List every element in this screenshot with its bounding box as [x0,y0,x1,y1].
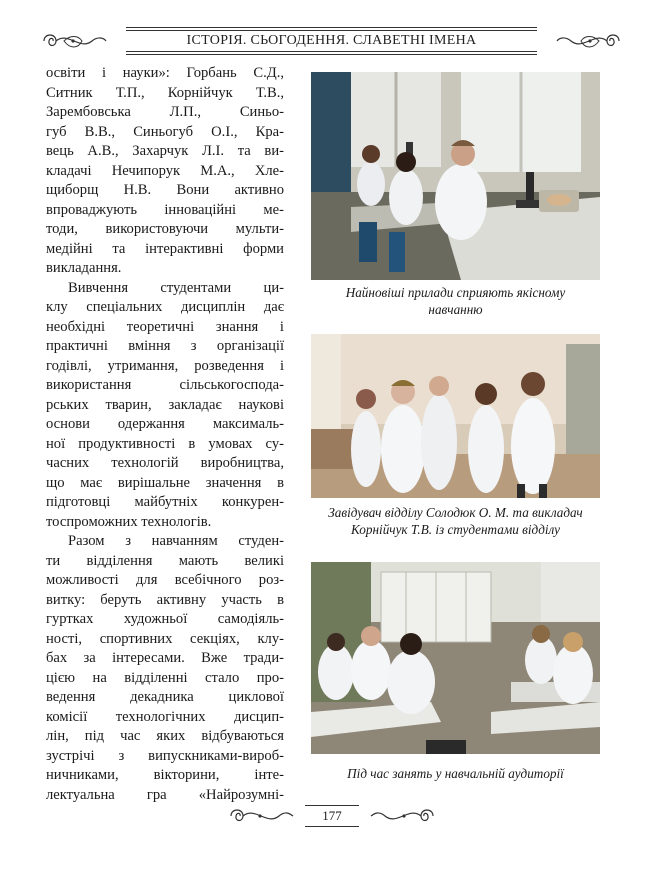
text-line: Зарембовська Л.П., Синьо- [46,104,284,120]
lab-photo [311,72,600,280]
text-line: годівлі, утримання, розведення і [46,357,284,374]
scroll-ornament-icon [369,804,437,828]
text-line: часних технологій виробництва, [46,455,284,471]
body-text-column [46,64,284,803]
text-line: необхідні теоретичні знання і [46,318,284,335]
text-line: вець А.В., Захарчук Л.І. та ви- [46,143,284,159]
header-title: ІСТОРІЯ. СЬОГОДЕННЯ. СЛАВЕТНІ ІМЕНА [186,33,477,48]
text-line: Вивчення студентами ци- [68,279,284,296]
text-line: ведення декадника циклової [46,689,284,705]
text-line: впроваджують інноваційні ме- [46,201,284,218]
text-line: тоспроможних технологів. [46,513,212,530]
text-line: гуртках художньої самодіяль- [46,611,284,627]
text-line: лектуальна гра «Найрозумні- [46,786,284,803]
text-line: рських тварин, закладає наукові [46,396,284,413]
text-line: підготовці майбутніх конкурен- [46,494,284,510]
group-photo [311,334,600,498]
text-line: кладачі Нечипорук М.А., Хле- [46,162,284,179]
header-title-box [126,27,537,55]
text-line: бах за інтересами. Вже тради- [46,650,284,666]
scroll-ornament-icon [227,804,295,828]
running-header [40,25,623,57]
page-number: 177 [305,805,359,827]
text-line: можливості для всебічного роз- [46,572,284,588]
caption-line: навчанню [428,302,483,317]
text-line: ності, спортивних секціях, клу- [46,630,284,647]
text-line: тоди, використовуючи мульти- [46,221,284,237]
figure-caption [301,765,610,782]
caption-line: Завідувач відділу Солодюк О. М. та викладач [328,505,583,520]
text-line: використання сільськогоспода- [46,377,284,393]
text-line: що має вирішальне значення в [46,474,284,491]
text-line: лін, під час яких відбуваються [46,728,284,744]
text-line: освіти і науки»: Горбань С.Д., [46,65,284,81]
text-line: ної продуктивності в умовах су- [46,435,284,452]
scroll-ornament-icon [553,29,623,53]
text-line: клу спеціальних дисциплін дає [46,299,284,315]
text-line: цією на відділенні стало про- [46,669,284,686]
scroll-ornament-icon [40,29,110,53]
text-line: Разом з навчанням студен- [68,533,284,549]
classroom-photo [311,562,600,754]
text-line: губ В.В., Синьогуб О.І., Кра- [46,123,284,140]
text-line: ничниками, вікторини, інте- [46,767,284,783]
text-line: витку: беруть активну участь в [46,591,284,608]
text-line: медійні та інтерактивні форми [46,240,284,257]
text-line: комісії технологічних дисцип- [46,708,284,725]
caption-line: Під час занять у навчальній аудиторії [347,766,564,781]
text-line: Ситник Т.П., Корнійчук Т.В., [46,84,284,101]
text-line: викладання. [46,260,122,276]
text-line: ти відділення мають великі [46,552,284,569]
page-footer [227,801,437,831]
text-line: основи одержання максималь- [46,416,284,432]
caption-line: Корнійчук Т.В. із студентами відділу [351,522,560,537]
text-line: щиборщ Н.В. Вони активно [46,182,284,198]
text-line: практичні вміння з організації [46,338,284,354]
figure-caption [301,284,610,318]
figure-caption [301,504,610,538]
caption-line: Найновіші прилади сприяють якісному [345,285,566,300]
text-line: зустрічі з випускниками-вироб- [46,747,284,764]
